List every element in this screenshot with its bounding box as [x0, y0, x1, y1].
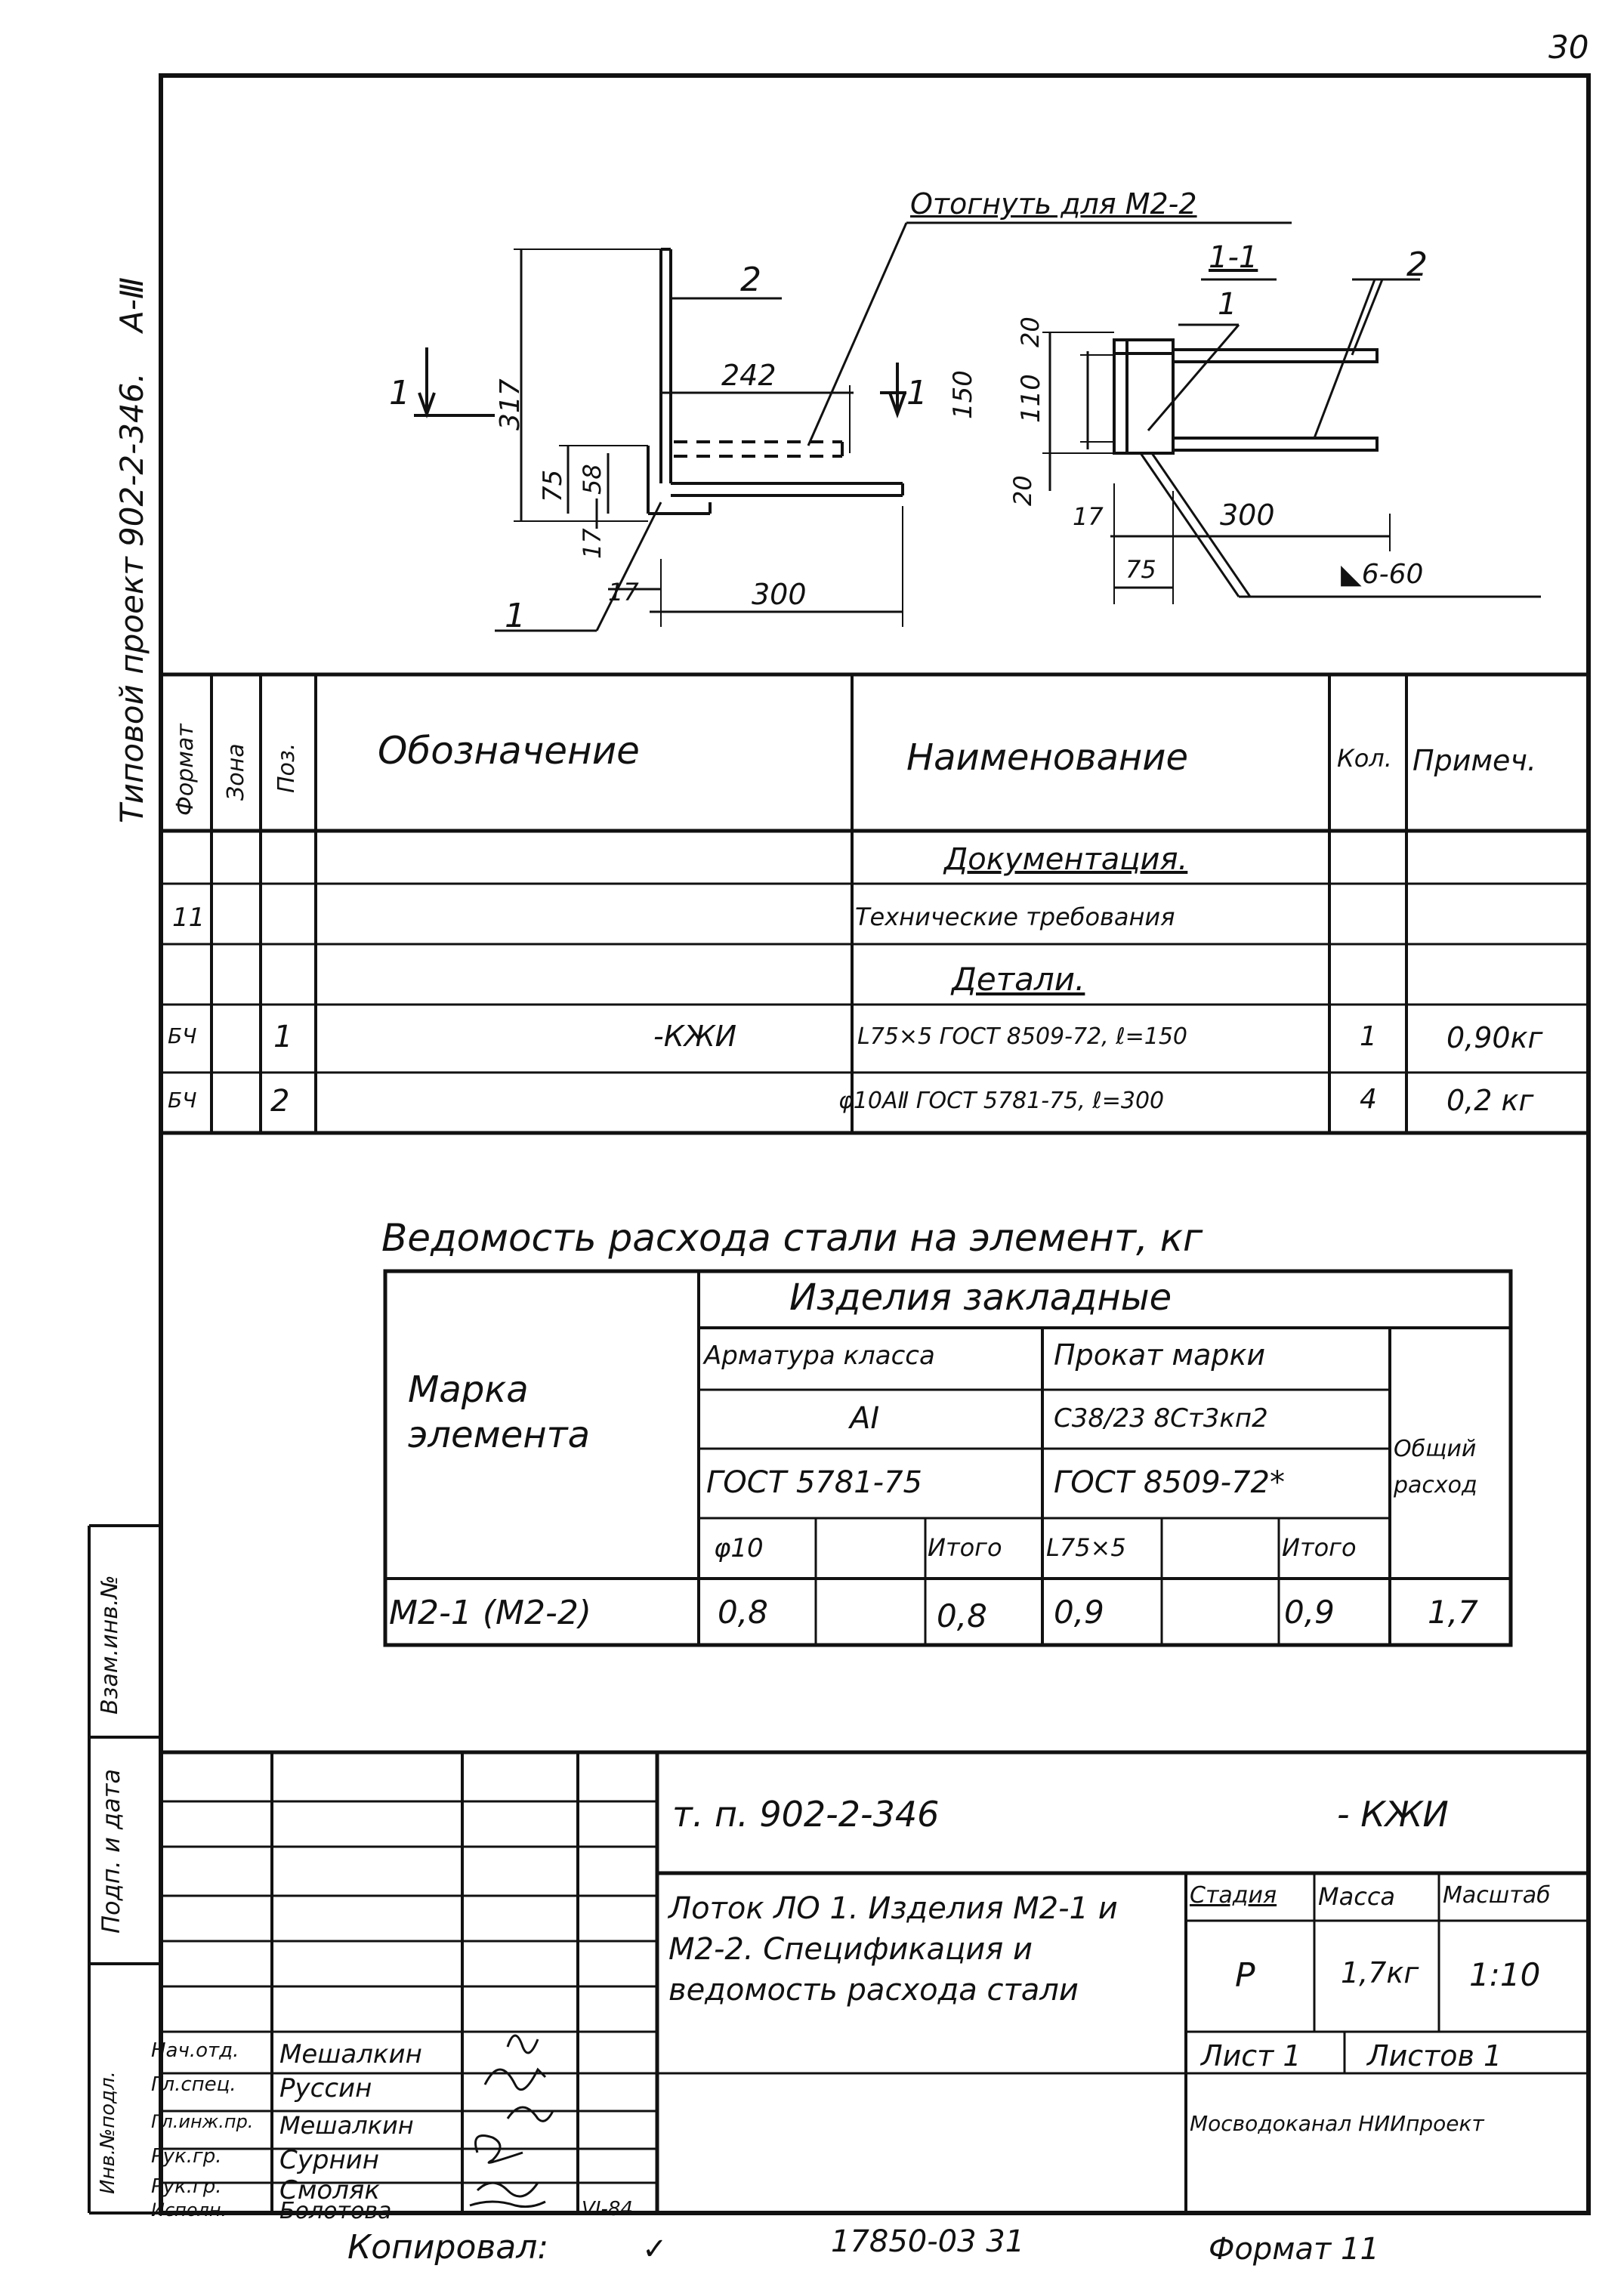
date-6: VI-84: [582, 2198, 633, 2221]
steel-val-itogo-2: 0,9: [1284, 1594, 1335, 1631]
spec-header-pos: Поз.: [273, 742, 300, 793]
role-1: Нач.отд.: [151, 2039, 239, 2062]
spec-row-5-pos: 2: [270, 1084, 290, 1119]
dim-17-left-h: 17: [608, 578, 639, 606]
spec-header-zone: Зона: [223, 743, 249, 801]
cut-mark-left: 1: [389, 374, 410, 412]
spec-row-4-note: 0,90кг: [1446, 1021, 1543, 1054]
spec-row-4-qty: 1: [1360, 1021, 1377, 1052]
footer-code: 17850-03 31: [831, 2224, 1025, 2259]
dim-17-right: 17: [1073, 502, 1104, 531]
spec-row-4-format: БЧ: [168, 1023, 197, 1048]
spec-header-note: Примеч.: [1413, 744, 1536, 777]
weld-triangle-icon: ◣: [1341, 559, 1362, 590]
spec-row-3-name: Детали.: [952, 961, 1085, 998]
side-sign-date: Подп. и дата: [97, 1769, 125, 1934]
dim-20-top: 20: [1016, 316, 1045, 347]
spec-header-designation: Обозначение: [378, 729, 640, 773]
dim-58: 58: [578, 464, 607, 495]
detail-elevation: [414, 223, 1292, 631]
spec-header-name: Наименование: [906, 736, 1189, 779]
steel-val-total: 1,7: [1428, 1594, 1478, 1631]
steel-val-phi10: 0,8: [718, 1594, 768, 1631]
cut-mark-right: 1: [906, 374, 928, 412]
spec-row-5-note: 0,2 кг: [1446, 1084, 1534, 1117]
sheet-value: Лист 1: [1201, 2039, 1301, 2073]
spec-header-qty: Кол.: [1337, 744, 1392, 773]
side-project-stamp: [113, 277, 150, 823]
spec-row-4-pos: 1: [273, 1020, 293, 1054]
steel-row-mark: М2-1 (М2-2): [389, 1594, 591, 1632]
footer-format: Формат 11: [1209, 2232, 1379, 2267]
bend-callout: Отогнуть для М2-2: [910, 187, 1197, 221]
name-1: Мешалкин: [279, 2039, 422, 2069]
name-3: Мешалкин: [279, 2111, 414, 2140]
stage-header: Стадия: [1190, 1882, 1277, 1909]
steel-rolled: Прокат марки: [1054, 1338, 1266, 1372]
steel-col-itogo-2: Итого: [1282, 1533, 1357, 1562]
spec-row-2-name: Технические требования: [855, 903, 1175, 931]
pos-label-1-right: 1: [1218, 287, 1237, 322]
doc-title: Лоток ЛО 1. Изделия М2-1 и М2-2. Спецификация и ведомость расхода стали: [668, 1891, 1118, 2008]
role-6: Исполн.: [151, 2199, 227, 2221]
dim-150: 150: [948, 370, 978, 419]
dim-300-right: 300: [1220, 498, 1275, 532]
dim-317: 317: [495, 378, 526, 431]
scale-value: 1:10: [1469, 1956, 1541, 1993]
side-project-text: Типовой проект 902-2-346.: [113, 372, 150, 823]
dim-75-left: 75: [538, 469, 568, 502]
steel-val-l75: 0,9: [1054, 1594, 1104, 1631]
name-6: Болотова: [279, 2198, 392, 2224]
spec-row-5-name: φ10АⅡ ГОСТ 5781-75, ℓ=300: [838, 1088, 1165, 1114]
dim-17-left-v: 17: [578, 528, 607, 559]
spec-row-4-designation: -КЖИ: [653, 1020, 737, 1053]
detail-section: [1042, 279, 1541, 604]
spec-row-1-name: Документация.: [944, 842, 1188, 877]
dim-242: 242: [721, 359, 776, 392]
dim-300-left: 300: [752, 578, 807, 611]
role-5: Рук.гр.: [151, 2175, 222, 2198]
steel-group-header: Изделия закладные: [789, 1276, 1172, 1319]
steel-rolled-grade: С38/23 8Ст3кп2: [1054, 1403, 1268, 1434]
sheets-value: Листов 1: [1367, 2039, 1502, 2073]
dim-110: 110: [1016, 374, 1046, 423]
sheet-number: 30: [1548, 29, 1589, 66]
name-4: Сурнин: [279, 2145, 379, 2175]
section-label: 1-1: [1209, 240, 1258, 275]
spec-row-5-format: БЧ: [168, 1088, 197, 1113]
name-5: Смоляк: [279, 2175, 380, 2205]
steel-table-title: Ведомость расхода стали на элемент, кг: [381, 1216, 1203, 1260]
name-2: Руссин: [279, 2073, 372, 2103]
weld-size: 6-60: [1361, 559, 1424, 590]
dim-75-right: 75: [1125, 555, 1156, 584]
steel-arm-grade: AI: [850, 1401, 880, 1436]
pos-label-2-right: 2: [1406, 245, 1428, 284]
spec-row-4-name: L75×5 ГОСТ 8509-72, ℓ=150: [857, 1023, 1187, 1050]
steel-col-itogo-1: Итого: [928, 1533, 1002, 1562]
role-4: Рук.гр.: [151, 2145, 222, 2168]
spec-header-format: Формат: [172, 724, 199, 816]
spec-row-5-qty: 4: [1360, 1084, 1377, 1115]
org-name: Мосводоканал НИИпроект: [1190, 2111, 1484, 2136]
steel-total-header: Общий расход: [1394, 1436, 1477, 1498]
steel-col-l75: L75×5: [1046, 1533, 1126, 1562]
side-replace-inv: Взам.инв.№: [97, 1575, 123, 1715]
pos-label-1-left: 1: [505, 597, 526, 635]
role-3: Гл.инж.пр.: [151, 2111, 254, 2132]
stage-value: Р: [1235, 1956, 1255, 1995]
weld-label: [1341, 559, 1423, 590]
steel-val-itogo-1: 0,8: [937, 1597, 987, 1634]
doc-suffix: - КЖИ: [1337, 1794, 1449, 1835]
side-inv-no: Инв.№подл.: [97, 2071, 119, 2194]
mass-value: 1,7кг: [1341, 1956, 1419, 1989]
copier-signature: ✓: [642, 2232, 668, 2267]
dim-20-bottom: 20: [1008, 475, 1037, 506]
footer-copied: Копировал:: [347, 2228, 549, 2267]
signatures: [462, 1964, 583, 2213]
steel-col-phi10: φ10: [714, 1533, 764, 1563]
steel-mark-header: Марка элемента: [408, 1369, 591, 1456]
steel-arm-class: Арматура класса: [704, 1341, 935, 1371]
role-2: Гл.спец.: [151, 2073, 236, 2096]
spec-row-2-format: 11: [172, 903, 205, 933]
steel-rolled-gost: ГОСТ 8509-72*: [1054, 1465, 1285, 1500]
pos-label-2-left: 2: [740, 261, 761, 299]
doc-code: т. п. 902-2-346: [672, 1794, 940, 1835]
side-album-text: A-Ⅲ: [113, 277, 150, 332]
steel-arm-gost: ГОСТ 5781-75: [706, 1465, 922, 1500]
mass-header: Масса: [1318, 1882, 1396, 1911]
scale-header: Масштаб: [1443, 1882, 1551, 1909]
